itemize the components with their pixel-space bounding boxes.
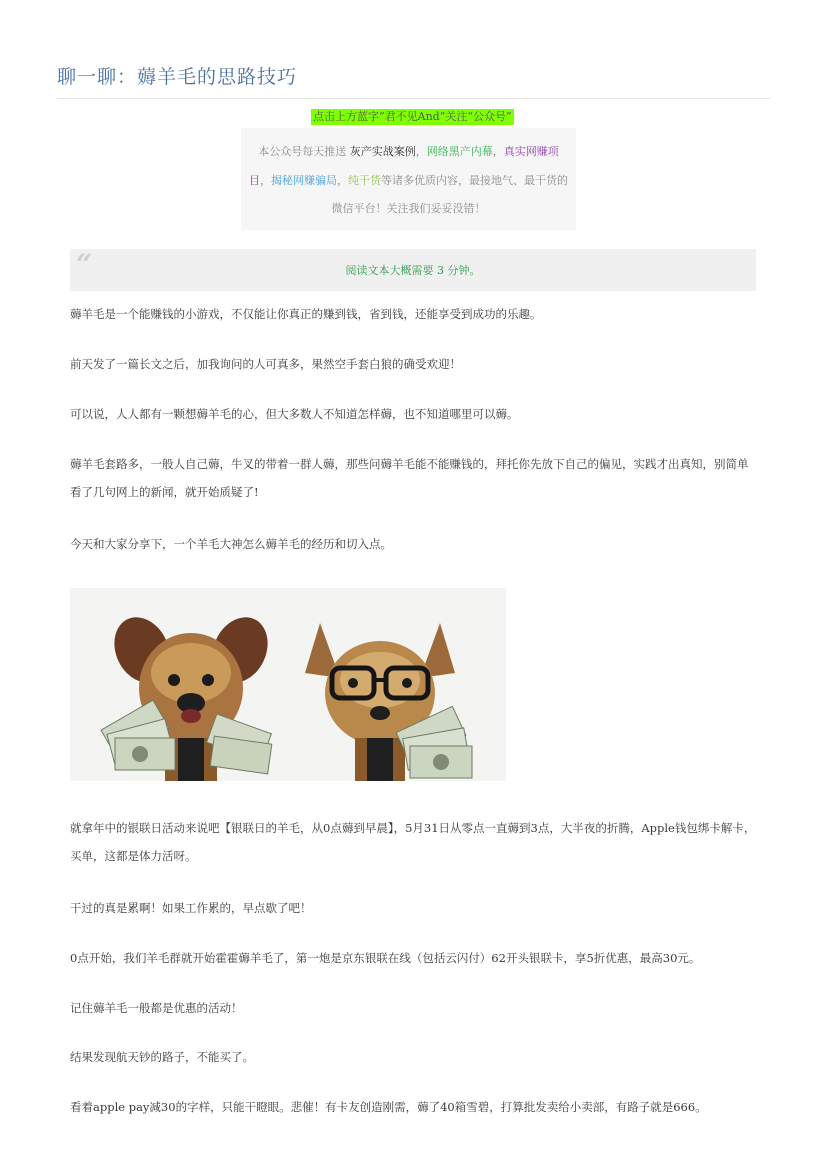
intro-tag-pure-content: 纯干货 <box>348 173 381 187</box>
intro-tag-gray-cases: 灰产实战案例 <box>349 145 416 158</box>
paragraph-5: 今天和大家分享下，一个羊毛大神怎么薅羊毛的经历和切入点。 <box>70 537 392 551</box>
intro-box <box>241 128 576 230</box>
paragraph-9: 记住薅羊毛一般都是优惠的活动！ <box>70 1001 243 1015</box>
intro-tag-scams: 揭秘网赚骗局 <box>271 173 337 187</box>
reading-time-quote <box>70 249 756 291</box>
paragraph-4: 薅羊毛套路多，一般人自己薅，牛叉的带着一群人薅，那些问薅羊毛能不能赚钱的，拜托你先放下自己的偏见，实践才出真知，别简单看了几句网上的新闻，就开始质疑了! <box>70 457 749 499</box>
page-title: 聊一聊：薅羊毛的思路技巧 <box>57 66 298 88</box>
paragraph-2: 前天发了一篇长文之后，加我询问的人可真多，果然空手套白狼的确受欢迎！ <box>70 357 461 371</box>
paragraph-7: 干过的真是累啊！如果工作累的，早点歇了吧！ <box>70 901 312 915</box>
intro-sep-2: ， <box>492 145 504 158</box>
paragraph-10: 结果发现航天钞的路子，不能买了。 <box>70 1050 254 1064</box>
intro-sep-1: ， <box>415 145 427 158</box>
title-divider <box>57 98 770 99</box>
paragraph-11: 看着apple pay减30的字样，只能干瞪眼。悲催！有卡友创造刚需，薅了40箱雪碧，打算批发卖给小卖部，有路子就是666。 <box>70 1100 707 1114</box>
paragraph-1: 薅羊毛是一个能赚钱的小游戏，不仅能让你真正的赚到钱，省到钱，还能享受到成功的乐趣。 <box>70 307 542 321</box>
intro-tag-insider: 网络黑产内幕 <box>426 145 493 158</box>
intro-text-1: 本公众号每天推送 <box>258 145 350 158</box>
intro-tag-real-projects: 真实网赚项目 <box>249 145 559 187</box>
article-image-dogs-with-money <box>70 588 506 781</box>
paragraph-8: 0点开始，我们羊毛群就开始霍霍薅羊毛了，第一炮是京东银联在线（包括云闪付）62开头银联卡，享5折优惠，最高30元。 <box>70 951 701 965</box>
dogs-with-money-illustration <box>70 588 506 781</box>
intro-sep-3: ， <box>260 173 271 187</box>
reading-time-text: 阅读文本大概需要 3 分钟。 <box>345 264 481 277</box>
paragraph-3: 可以说，人人都有一颗想薅羊毛的心，但大多数人不知道怎样薅，也不知道哪里可以薅。 <box>70 407 519 421</box>
paragraph-6: 就拿年中的银联日活动来说吧【银联日的羊毛，从0点薅到早晨】，5月31日从零点一直薅到3点，大半夜的折腾，Apple钱包绑卡解卡，买单，这都是体力活呀。 <box>70 821 756 863</box>
follow-hint[interactable]: 点击上方蓝字“君不见And”关注“公众号” <box>313 110 512 123</box>
intro-sep-4: ， <box>337 173 348 187</box>
quote-mark-icon: “ <box>76 248 93 281</box>
intro-text-2: 等诸多优质内容，最接地气、最干货的微信平台！关注我们妥妥没错！ <box>331 173 568 215</box>
